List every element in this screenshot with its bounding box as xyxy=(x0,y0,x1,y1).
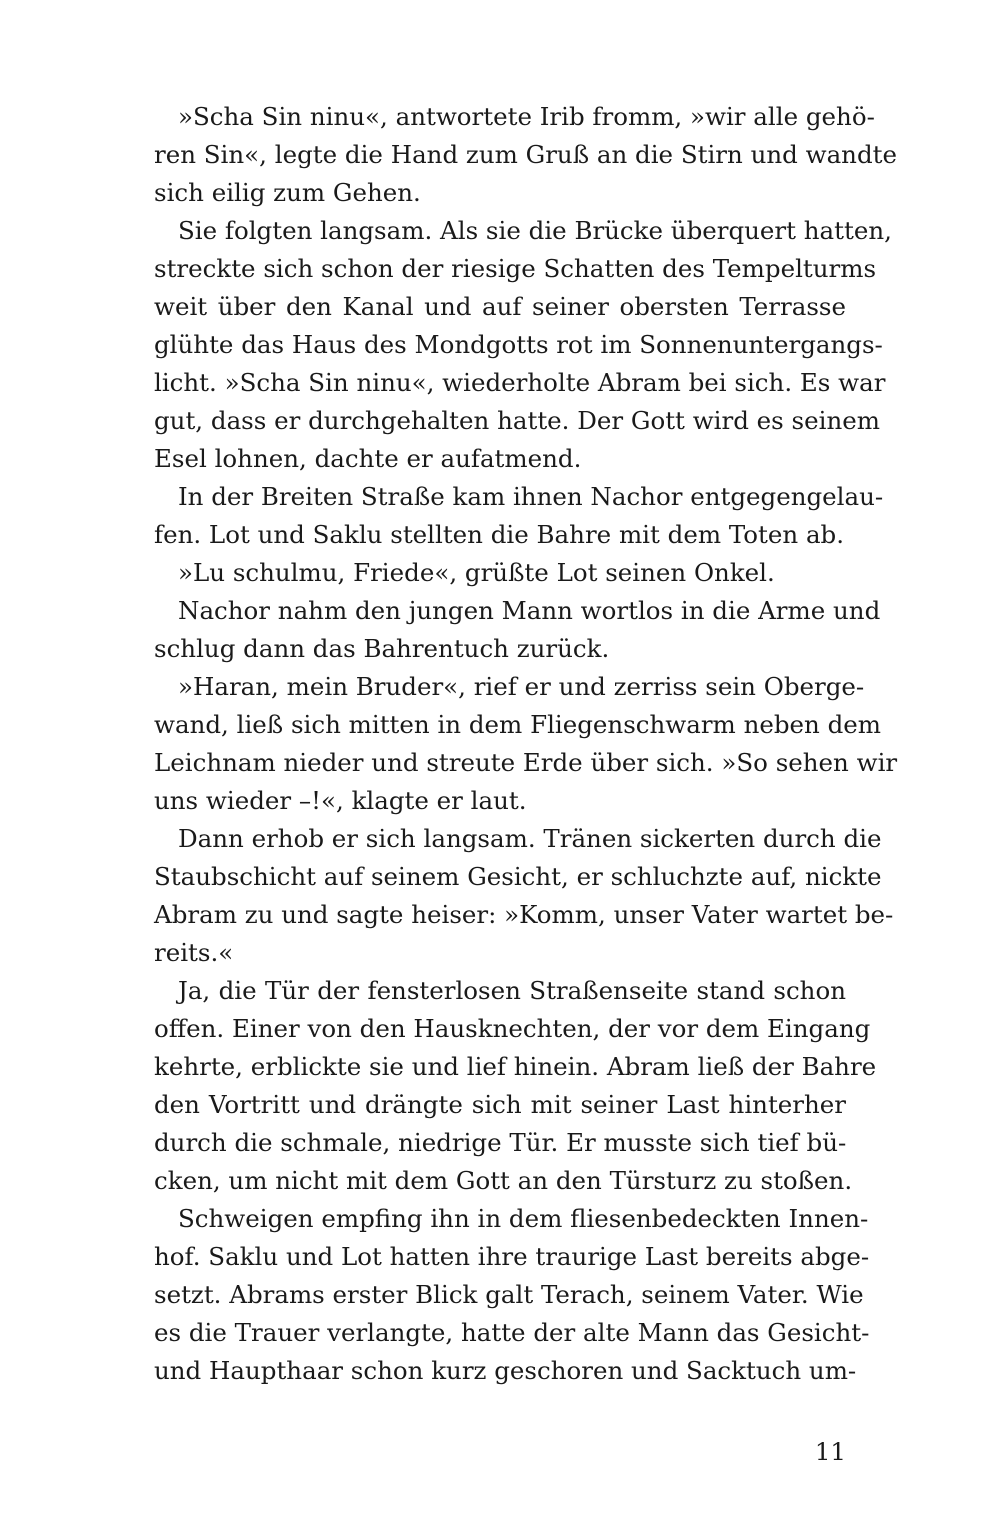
text-line: Nachor nahm den jungen Mann wortlos in die Arme und xyxy=(178,596,881,625)
text-line: Esel lohnen, dachte er aufatmend. xyxy=(154,444,582,473)
text-line: Staubschicht auf seinem Gesicht, er schluchzte auf, nickte xyxy=(154,862,882,891)
text-line: cken, um nicht mit dem Gott an den Türsturz zu stoßen. xyxy=(154,1166,853,1195)
text-line: Sie folgten langsam. Als sie die Brücke überquert hatten, xyxy=(178,216,892,245)
text-line: wand, ließ sich mitten in dem Fliegenschwarm neben dem xyxy=(154,710,882,739)
text-line: uns wieder –!«, klagte er laut. xyxy=(154,786,527,815)
text-line: setzt. Abrams erster Blick galt Terach, seinem Vater. Wie xyxy=(154,1280,864,1309)
text-line: glühte das Haus des Mondgotts rot im Sonnenuntergangs- xyxy=(154,330,883,359)
text-line: Abram zu und sagte heiser: »Komm, unser Vater wartet be- xyxy=(154,900,894,929)
text-line: weit über den Kanal und auf seiner obersten Terrasse xyxy=(154,292,846,321)
text-line: ren Sin«, legte die Hand zum Gruß an die Stirn und wandte xyxy=(154,140,897,169)
text-line: kehrte, erblickte sie und lief hinein. Abram ließ der Bahre xyxy=(154,1052,877,1081)
text-line: und Haupthaar schon kurz geschoren und Sacktuch um- xyxy=(154,1356,857,1385)
text-line: hof. Saklu und Lot hatten ihre traurige Last bereits abge- xyxy=(154,1242,870,1271)
text-line: fen. Lot und Saklu stellten die Bahre mit dem Toten ab. xyxy=(154,520,845,549)
text-line: Leichnam nieder und streute Erde über sich. »So sehen wir xyxy=(154,748,898,777)
text-line: »Lu schulmu, Friede«, grüßte Lot seinen Onkel. xyxy=(178,558,775,587)
text-line: schlug dann das Bahrentuch zurück. xyxy=(154,634,610,663)
text-line: reits.« xyxy=(154,938,234,967)
text-line: den Vortritt und drängte sich mit seiner Last hinterher xyxy=(154,1090,846,1119)
text-line: durch die schmale, niedrige Tür. Er musste sich tief bü- xyxy=(154,1128,847,1157)
text-line: »Scha Sin ninu«, antwortete Irib fromm, »wir alle gehö- xyxy=(178,102,875,131)
text-line: Ja, die Tür der fensterlosen Straßenseite stand schon xyxy=(178,976,846,1005)
text-line: licht. »Scha Sin ninu«, wiederholte Abram bei sich. Es war xyxy=(154,368,886,397)
text-line: gut, dass er durchgehalten hatte. Der Gott wird es seinem xyxy=(154,406,880,435)
page-number: 11 xyxy=(814,1437,846,1466)
text-line: »Haran, mein Bruder«, rief er und zerriss sein Oberge- xyxy=(178,672,865,701)
text-line: Schweigen empfing ihn in dem fliesenbedeckten Innen- xyxy=(178,1204,869,1233)
text-line: offen. Einer von den Hausknechten, der vor dem Eingang xyxy=(154,1014,871,1043)
text-line: streckte sich schon der riesige Schatten des Tempelturms xyxy=(154,254,877,283)
text-line: In der Breiten Straße kam ihnen Nachor entgegengelau- xyxy=(178,482,884,511)
text-line: Dann erhob er sich langsam. Tränen sickerten durch die xyxy=(178,824,882,853)
text-line: es die Trauer verlangte, hatte der alte Mann das Gesicht- xyxy=(154,1318,870,1347)
text-line: sich eilig zum Gehen. xyxy=(154,178,421,207)
